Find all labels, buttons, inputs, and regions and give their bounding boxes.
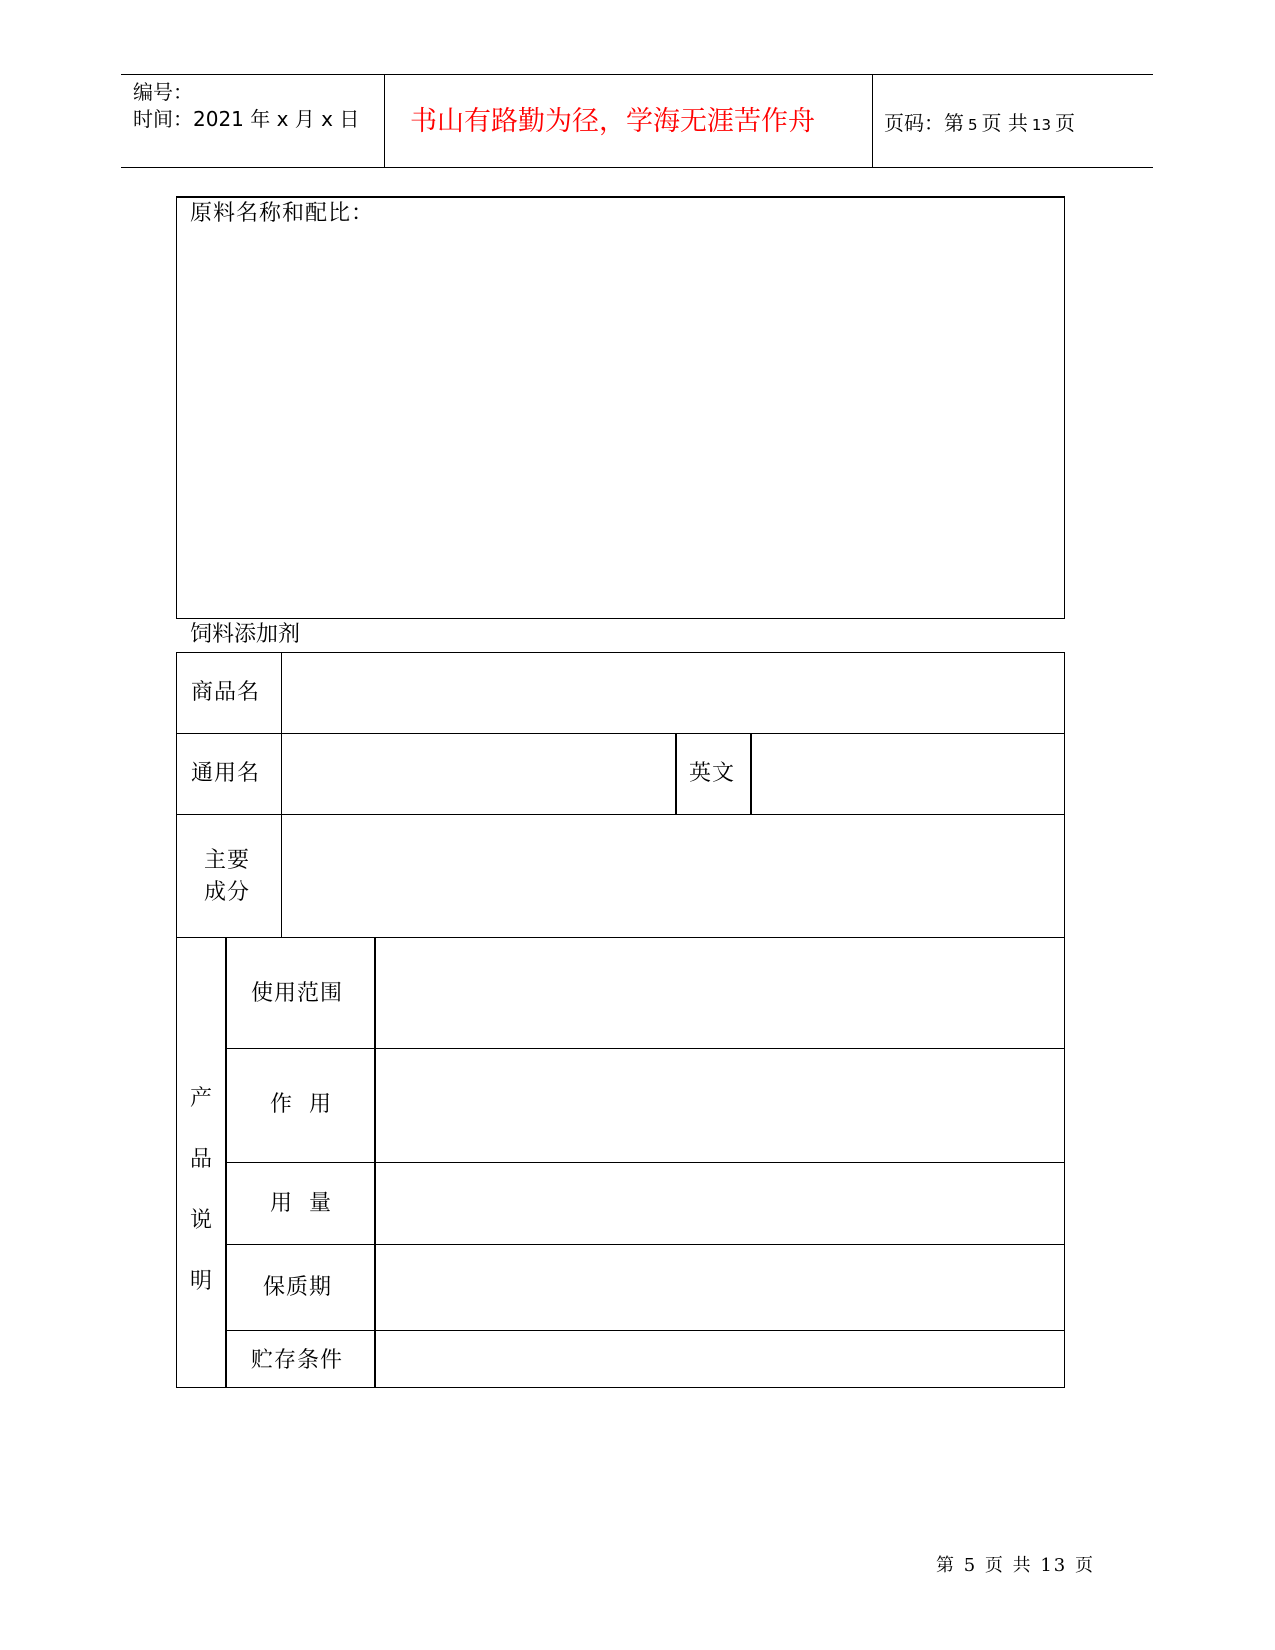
page-suffix: 页 — [1055, 111, 1075, 135]
row-sep-1 — [176, 733, 1065, 734]
english-col-divider-right — [750, 733, 752, 815]
row-sep-2 — [176, 814, 1065, 815]
row-sep-3 — [176, 937, 1065, 938]
header-divider-right — [872, 74, 873, 168]
desc-row-sep-4 — [225, 1330, 1065, 1331]
product-desc-char-4: 明 — [189, 1269, 212, 1294]
header-bottom-rule — [121, 167, 1153, 168]
page-total: 13 — [1031, 116, 1051, 134]
storage-conditions-label: 贮存条件 — [251, 1348, 344, 1373]
product-desc-char-2: 品 — [189, 1147, 212, 1172]
page-mid: 页 共 — [981, 111, 1028, 135]
document-number-label: 编号： — [133, 80, 193, 104]
dosage-label: 用 量 — [270, 1191, 332, 1216]
product-desc-char-3: 说 — [189, 1208, 212, 1233]
page-current: 5 — [968, 116, 978, 134]
document-time-label: 时间：2021 年 x 月 x 日 — [133, 107, 360, 131]
raw-materials-box — [176, 196, 1065, 619]
shelf-life-label: 保质期 — [263, 1275, 333, 1300]
header-divider-left — [384, 74, 385, 168]
usage-scope-label: 使用范围 — [251, 981, 344, 1006]
effect-label: 作 用 — [270, 1092, 332, 1117]
header-page-indicator — [884, 111, 1075, 137]
desc-row-sep-2 — [225, 1162, 1065, 1163]
header-slogan: 书山有路勤为径，学海无涯苦作舟 — [410, 106, 815, 137]
label-col-divider — [281, 652, 282, 938]
feed-additive-title: 饲料添加剂 — [190, 622, 301, 647]
header-top-rule — [121, 74, 1153, 75]
product-desc-char-1: 产 — [189, 1086, 212, 1111]
desc-row-sep-3 — [225, 1244, 1065, 1245]
desc-row-sep-1 — [225, 1048, 1065, 1049]
english-col-divider-left — [675, 733, 677, 815]
english-name-label: 英文 — [689, 761, 736, 786]
footer-page-number: 第 5 页 共 13 页 — [936, 1555, 1095, 1576]
main-ingredients-label-1: 主要 — [204, 848, 251, 873]
generic-name-label: 通用名 — [191, 761, 261, 786]
main-ingredients-label-2: 成分 — [204, 880, 251, 905]
product-description-label — [186, 1084, 216, 1328]
page-prefix: 页码：第 — [884, 111, 964, 135]
raw-materials-label: 原料名称和配比： — [190, 201, 375, 226]
product-name-label: 商品名 — [191, 680, 261, 705]
